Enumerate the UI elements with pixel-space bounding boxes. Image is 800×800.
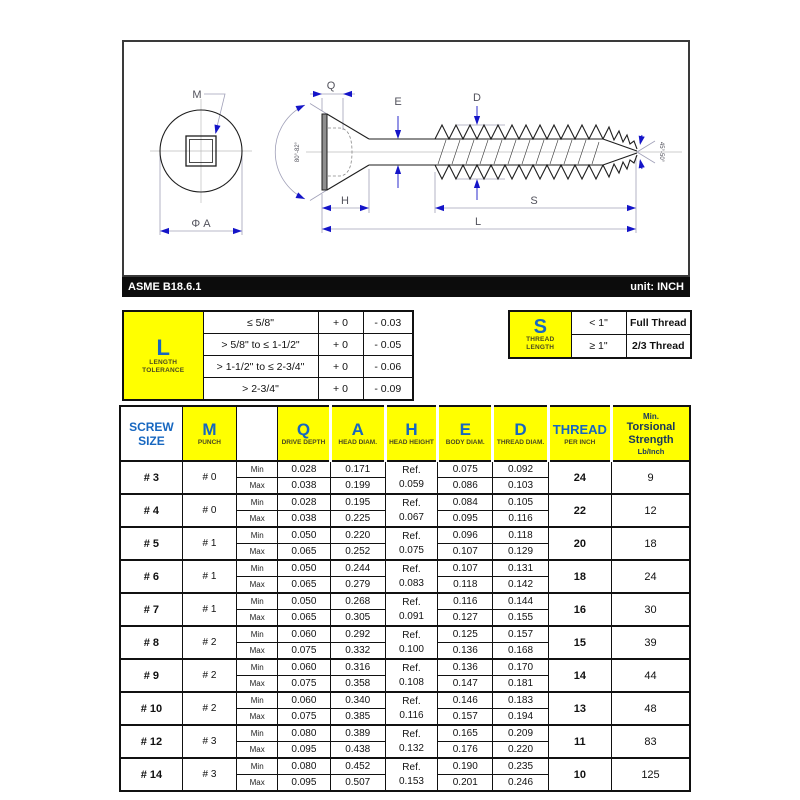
spec-row-group	[120, 461, 690, 494]
q-min-cell: 0.080	[278, 758, 330, 775]
d-max-cell: 0.220	[493, 742, 548, 759]
h-cell: Ref. 0.091	[385, 593, 437, 626]
header-torsional-strength: Min. Torsional Strength Lb/Inch	[612, 406, 691, 461]
a-max-cell: 0.305	[330, 610, 385, 627]
h-cell: Ref. 0.108	[385, 659, 437, 692]
e-max-cell: 0.095	[438, 511, 493, 528]
a-max-cell: 0.332	[330, 643, 385, 660]
d-min-cell: 0.092	[493, 461, 548, 478]
q-min-cell: 0.050	[278, 593, 330, 610]
a-min-cell: 0.316	[330, 659, 385, 676]
d-min-cell: 0.105	[493, 494, 548, 511]
punch-cell: # 0	[182, 494, 236, 527]
screw-size-cell: # 5	[120, 527, 182, 560]
h-cell: Ref. 0.153	[385, 758, 437, 791]
max-label-cell: Max	[237, 643, 278, 660]
q-max-cell: 0.065	[278, 544, 330, 561]
punch-cell: # 2	[182, 692, 236, 725]
dimension-labels	[191, 80, 664, 230]
minus-tol-cell: - 0.06	[363, 356, 413, 378]
max-label-cell: Max	[237, 676, 278, 693]
minus-tol-cell: - 0.05	[363, 334, 413, 356]
d-max-cell: 0.181	[493, 676, 548, 693]
tpi-cell: 15	[548, 626, 611, 659]
header-q-drive-depth: Q DRIVE DEPTH	[278, 406, 330, 461]
a-max-cell: 0.279	[330, 577, 385, 594]
range-cell: ≤ 5/8"	[203, 311, 318, 334]
tpi-cell: 14	[548, 659, 611, 692]
d-max-cell: 0.155	[493, 610, 548, 627]
max-label-cell: Max	[237, 577, 278, 594]
d-max-cell: 0.129	[493, 544, 548, 561]
min-label-cell: Min	[237, 692, 278, 709]
header-e-body-diam: E BODY DIAM.	[438, 406, 493, 461]
d-min-cell: 0.170	[493, 659, 548, 676]
q-max-cell: 0.075	[278, 643, 330, 660]
q-min-cell: 0.050	[278, 560, 330, 577]
q-min-cell: 0.060	[278, 692, 330, 709]
d-max-cell: 0.168	[493, 643, 548, 660]
a-min-cell: 0.171	[330, 461, 385, 478]
e-min-cell: 0.107	[438, 560, 493, 577]
e-min-cell: 0.116	[438, 593, 493, 610]
condition-cell: < 1"	[571, 311, 626, 335]
label-head-angle: 80°-82°	[295, 141, 301, 163]
q-max-cell: 0.095	[278, 775, 330, 792]
q-max-cell: 0.065	[278, 610, 330, 627]
screw-spec-table	[119, 405, 691, 792]
spec-row-group	[120, 494, 690, 527]
header-d-thread-diam: D THREAD DIAM.	[493, 406, 548, 461]
thread-length-label-cell: S THREAD LENGTH	[509, 311, 571, 358]
max-label-cell: Max	[237, 775, 278, 792]
header-screw-size: SCREW SIZE	[120, 406, 182, 461]
max-label-cell: Max	[237, 511, 278, 528]
tpi-cell: 11	[548, 725, 611, 758]
arrowheads	[160, 91, 645, 234]
range-cell: > 5/8" to ≤ 1-1/2"	[203, 334, 318, 356]
e-min-cell: 0.190	[438, 758, 493, 775]
length-tolerance-table	[122, 310, 414, 401]
a-max-cell: 0.199	[330, 478, 385, 495]
e-max-cell: 0.118	[438, 577, 493, 594]
q-max-cell: 0.038	[278, 511, 330, 528]
punch-cell: # 1	[182, 593, 236, 626]
min-label-cell: Min	[237, 593, 278, 610]
spec-row-group	[120, 593, 690, 626]
label-phi-a: Φ A	[191, 218, 211, 230]
d-min-cell: 0.235	[493, 758, 548, 775]
letter-s: S	[533, 315, 547, 338]
e-min-cell: 0.146	[438, 692, 493, 709]
strength-cell: 44	[612, 659, 691, 692]
h-cell: Ref. 0.083	[385, 560, 437, 593]
spec-header-row	[120, 406, 690, 461]
e-min-cell: 0.096	[438, 527, 493, 544]
strength-cell: 18	[612, 527, 691, 560]
strength-cell: 48	[612, 692, 691, 725]
standard-title: ASME B18.6.1	[128, 281, 202, 293]
screw-size-cell: # 9	[120, 659, 182, 692]
d-min-cell: 0.157	[493, 626, 548, 643]
min-label-cell: Min	[237, 527, 278, 544]
screw-size-cell: # 3	[120, 461, 182, 494]
spec-row-group	[120, 692, 690, 725]
e-min-cell: 0.125	[438, 626, 493, 643]
a-max-cell: 0.252	[330, 544, 385, 561]
h-cell: Ref. 0.132	[385, 725, 437, 758]
e-max-cell: 0.176	[438, 742, 493, 759]
a-min-cell: 0.340	[330, 692, 385, 709]
e-max-cell: 0.127	[438, 610, 493, 627]
tpi-cell: 16	[548, 593, 611, 626]
d-min-cell: 0.144	[493, 593, 548, 610]
a-min-cell: 0.452	[330, 758, 385, 775]
q-min-cell: 0.060	[278, 626, 330, 643]
label-l: L	[474, 216, 482, 228]
a-max-cell: 0.225	[330, 511, 385, 528]
d-max-cell: 0.103	[493, 478, 548, 495]
screw-size-cell: # 6	[120, 560, 182, 593]
punch-cell: # 3	[182, 725, 236, 758]
tpi-cell: 10	[548, 758, 611, 791]
screw-size-cell: # 12	[120, 725, 182, 758]
header-a-head-diam: A HEAD DIAM.	[330, 406, 385, 461]
e-max-cell: 0.157	[438, 709, 493, 726]
max-label-cell: Max	[237, 544, 278, 561]
d-max-cell: 0.142	[493, 577, 548, 594]
label-h: H	[341, 195, 349, 207]
e-min-cell: 0.136	[438, 659, 493, 676]
technical-drawing-panel	[122, 40, 690, 277]
a-max-cell: 0.438	[330, 742, 385, 759]
q-max-cell: 0.075	[278, 709, 330, 726]
plus-tol-cell: + 0	[318, 334, 363, 356]
title-bar	[122, 277, 690, 297]
spec-row-group	[120, 659, 690, 692]
a-max-cell: 0.507	[330, 775, 385, 792]
header-thread-per-inch: THREAD PER INCH	[548, 406, 611, 461]
tpi-cell: 13	[548, 692, 611, 725]
a-min-cell: 0.268	[330, 593, 385, 610]
plus-tol-cell: + 0	[318, 378, 363, 401]
d-max-cell: 0.194	[493, 709, 548, 726]
min-label-cell: Min	[237, 560, 278, 577]
q-min-cell: 0.060	[278, 659, 330, 676]
punch-cell: # 1	[182, 560, 236, 593]
screw-size-cell: # 14	[120, 758, 182, 791]
screw-size-cell: # 4	[120, 494, 182, 527]
h-cell: Ref. 0.075	[385, 527, 437, 560]
thread-length-table	[508, 310, 692, 359]
strength-cell: 39	[612, 626, 691, 659]
label-q: Q	[326, 80, 336, 92]
strength-cell: 24	[612, 560, 691, 593]
max-label-cell: Max	[237, 742, 278, 759]
d-max-cell: 0.116	[493, 511, 548, 528]
spec-row-group	[120, 758, 690, 791]
strength-cell: 125	[612, 758, 691, 791]
header-minmax	[237, 406, 278, 461]
thread-rule-cell: 2/3 Thread	[626, 335, 691, 359]
condition-cell: ≥ 1"	[571, 335, 626, 359]
letter-l: L	[156, 334, 170, 360]
min-label-cell: Min	[237, 461, 278, 478]
a-min-cell: 0.195	[330, 494, 385, 511]
punch-cell: # 2	[182, 626, 236, 659]
label-d: D	[473, 92, 481, 104]
d-min-cell: 0.183	[493, 692, 548, 709]
label-e: E	[394, 96, 402, 108]
min-label-cell: Min	[237, 725, 278, 742]
centerlines	[150, 99, 682, 203]
tpi-cell: 20	[548, 527, 611, 560]
a-min-cell: 0.292	[330, 626, 385, 643]
min-label-cell: Min	[237, 659, 278, 676]
tpi-cell: 22	[548, 494, 611, 527]
e-min-cell: 0.165	[438, 725, 493, 742]
screw-size-cell: # 10	[120, 692, 182, 725]
header-h-head-height: H HEAD HEIGHT	[385, 406, 437, 461]
tpi-cell: 18	[548, 560, 611, 593]
screw-size-cell: # 8	[120, 626, 182, 659]
h-cell: Ref. 0.067	[385, 494, 437, 527]
header-m-punch: M PUNCH	[182, 406, 236, 461]
max-label-cell: Max	[237, 709, 278, 726]
screw-drawing	[124, 42, 688, 275]
h-cell: Ref. 0.100	[385, 626, 437, 659]
minus-tol-cell: - 0.09	[363, 378, 413, 401]
plus-tol-cell: + 0	[318, 311, 363, 334]
min-label-cell: Min	[237, 626, 278, 643]
label-m: M	[192, 89, 202, 101]
a-max-cell: 0.358	[330, 676, 385, 693]
q-max-cell: 0.075	[278, 676, 330, 693]
max-label-cell: Max	[237, 478, 278, 495]
spec-row-group	[120, 527, 690, 560]
q-max-cell: 0.065	[278, 577, 330, 594]
e-max-cell: 0.086	[438, 478, 493, 495]
a-max-cell: 0.385	[330, 709, 385, 726]
spec-row-group	[120, 560, 690, 593]
min-label-cell: Min	[237, 494, 278, 511]
strength-cell: 83	[612, 725, 691, 758]
label-s: S	[530, 195, 538, 207]
screw-size-cell: # 7	[120, 593, 182, 626]
punch-cell: # 2	[182, 659, 236, 692]
q-min-cell: 0.028	[278, 494, 330, 511]
d-min-cell: 0.131	[493, 560, 548, 577]
strength-cell: 30	[612, 593, 691, 626]
unit-label: unit: INCH	[630, 281, 684, 293]
q-max-cell: 0.038	[278, 478, 330, 495]
spec-row-group	[120, 725, 690, 758]
e-min-cell: 0.084	[438, 494, 493, 511]
thread-rule-cell: Full Thread	[626, 311, 691, 335]
a-min-cell: 0.220	[330, 527, 385, 544]
e-max-cell: 0.201	[438, 775, 493, 792]
q-min-cell: 0.028	[278, 461, 330, 478]
min-label-cell: Min	[237, 758, 278, 775]
spec-row-group	[120, 626, 690, 659]
punch-cell: # 0	[182, 461, 236, 494]
e-min-cell: 0.075	[438, 461, 493, 478]
tpi-cell: 24	[548, 461, 611, 494]
q-min-cell: 0.050	[278, 527, 330, 544]
d-min-cell: 0.118	[493, 527, 548, 544]
max-label-cell: Max	[237, 610, 278, 627]
punch-cell: # 3	[182, 758, 236, 791]
minus-tol-cell: - 0.03	[363, 311, 413, 334]
e-max-cell: 0.107	[438, 544, 493, 561]
e-max-cell: 0.147	[438, 676, 493, 693]
range-cell: > 1-1/2" to ≤ 2-3/4"	[203, 356, 318, 378]
a-min-cell: 0.244	[330, 560, 385, 577]
strength-cell: 9	[612, 461, 691, 494]
plus-tol-cell: + 0	[318, 356, 363, 378]
e-max-cell: 0.136	[438, 643, 493, 660]
length-tolerance-label-cell: L LENGTH TOLERANCE	[123, 311, 203, 400]
punch-cell: # 1	[182, 527, 236, 560]
strength-cell: 12	[612, 494, 691, 527]
d-max-cell: 0.246	[493, 775, 548, 792]
h-cell: Ref. 0.116	[385, 692, 437, 725]
h-cell: Ref. 0.059	[385, 461, 437, 494]
a-min-cell: 0.389	[330, 725, 385, 742]
q-min-cell: 0.080	[278, 725, 330, 742]
range-cell: > 2-3/4"	[203, 378, 318, 401]
d-min-cell: 0.209	[493, 725, 548, 742]
label-point-angle: 45°-50°	[658, 141, 664, 163]
q-max-cell: 0.095	[278, 742, 330, 759]
